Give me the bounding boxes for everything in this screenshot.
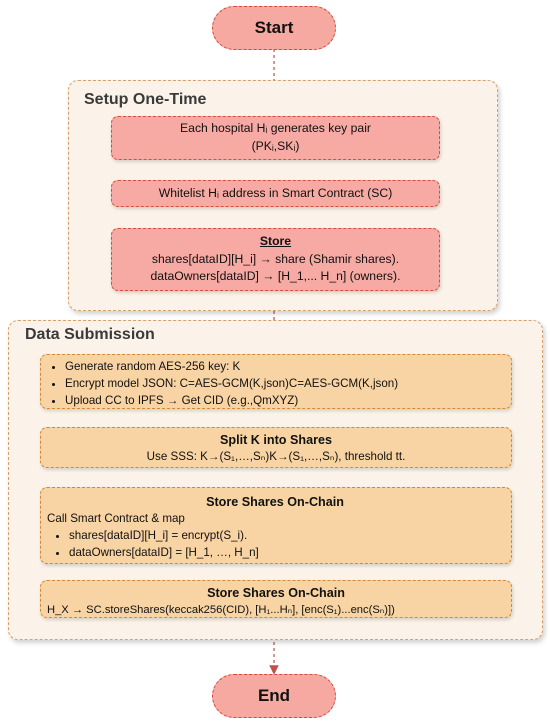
store-title: Store	[259, 233, 292, 248]
shares-item: • shares[dataID][H_i] = encrypt(S_i).	[69, 528, 503, 545]
store-chain-list	[47, 528, 503, 562]
submission-split-box	[40, 427, 512, 468]
split-title: Split K into Shares	[220, 433, 332, 447]
owners-item: • dataOwners[dataID] = [H_1, …, H_n]	[69, 545, 503, 562]
start-node	[212, 6, 336, 50]
end-label: End	[257, 686, 291, 705]
setup-keypair-box	[111, 116, 440, 160]
submission-storeshares-box	[40, 580, 512, 618]
split-line: Use SSS: K→(S₁,…,Sₙ)K→(S₁,…,Sₙ), threshold tt.	[146, 450, 406, 464]
store-chain-intro: Call Smart Contract & map	[47, 512, 185, 526]
upload-item: • Upload CC to IPFS → Get CID (e.g.,QmXYZ)	[65, 393, 503, 410]
store-chain-title: Store Shares On-Chain	[206, 495, 344, 509]
setup-whitelist-box	[111, 180, 440, 207]
submission-title: Data Submission	[25, 326, 155, 343]
store-line2: dataOwners[dataID] → [H_1,... H_n] (owners).	[150, 269, 401, 284]
generate-list	[47, 359, 503, 409]
store-line1: shares[dataID][H_i] → share (Shamir shares).	[151, 251, 400, 266]
encrypt-item: • Encrypt model JSON: C=AES-GCM(K,json)C=AES-GCM(K,json)	[65, 376, 503, 393]
whitelist-text: Whitelist Hᵢ address in Smart Contract (SC)	[158, 185, 393, 200]
start-label: Start	[254, 18, 294, 37]
submission-store-box	[40, 487, 512, 564]
end-node	[212, 674, 336, 718]
setup-title: Setup One-Time	[84, 91, 207, 108]
keypair-line1: Each hospital Hᵢ generates key pair	[180, 121, 371, 136]
storeshares-title: Store Shares On-Chain	[207, 586, 345, 600]
keypair-line2: (PKᵢ,SKᵢ)	[251, 139, 300, 153]
generate-item: • Generate random AES-256 key: K	[65, 359, 503, 376]
setup-store-box	[111, 228, 440, 291]
storeshares-line: H_X → SC.storeShares(keccak256(CID), [H₁...Hₙ], [enc(S₁)...enc(Sₙ)])	[47, 604, 395, 617]
submission-generate-box	[40, 354, 512, 409]
